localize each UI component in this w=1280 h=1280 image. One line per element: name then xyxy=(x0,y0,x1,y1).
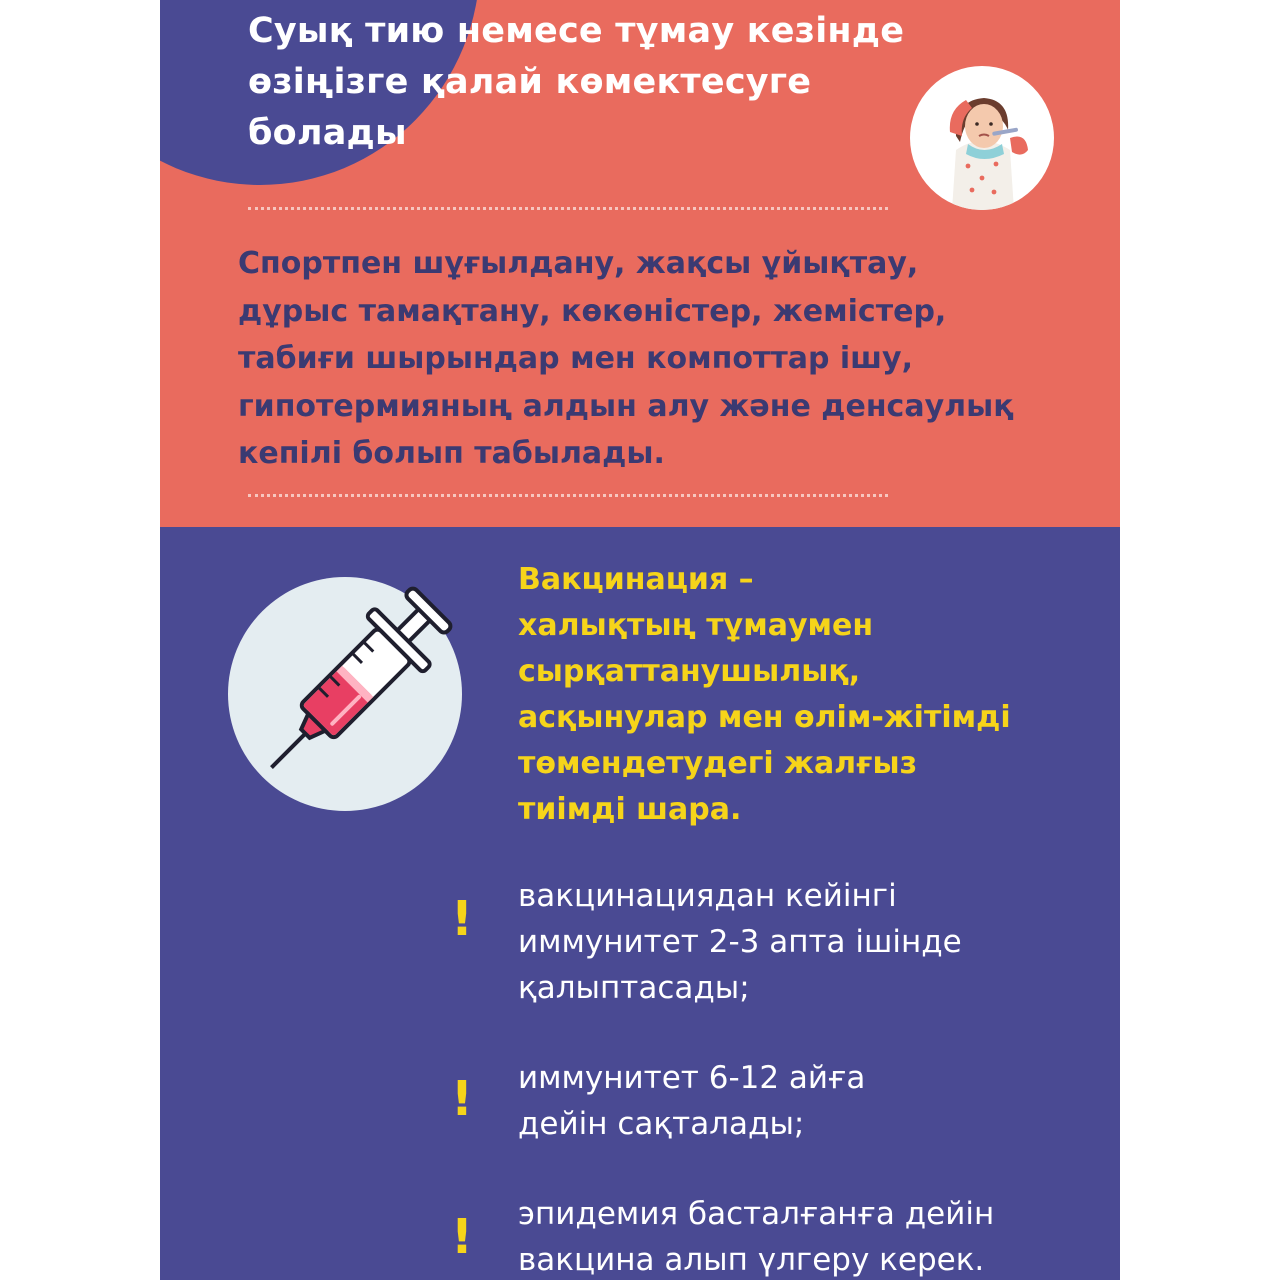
text-line: сырқаттанушылық, xyxy=(518,654,861,689)
text-line: иммунитет 6-12 айға xyxy=(518,1060,866,1096)
text-line: кепілі болып табылады. xyxy=(238,436,665,471)
text-line: тиімді шара. xyxy=(518,792,742,827)
sick-girl-icon xyxy=(910,66,1054,210)
dotted-divider xyxy=(248,207,888,210)
text-line: қалыптасады; xyxy=(518,970,750,1006)
page-title xyxy=(248,6,904,159)
text-line: вакцина алып үлгеру керек. xyxy=(518,1242,985,1278)
bottom-section xyxy=(160,527,1120,1280)
syringe-icon xyxy=(228,577,462,811)
exclamation-icon: ! xyxy=(451,891,473,947)
text-line: гипотермияның алдын алу және денсаулық xyxy=(238,388,1014,424)
exclamation-icon: ! xyxy=(451,1209,473,1265)
prevention-text xyxy=(238,240,1098,478)
text-line: Спортпен шұғылдану, жақсы ұйықтау, xyxy=(238,246,919,281)
top-section xyxy=(160,0,1120,527)
text-line: иммунитет 2-3 апта ішінде xyxy=(518,924,962,960)
text-line: халықтың тұмаумен xyxy=(518,608,874,643)
text-line: дұрыс тамақтану, көкөністер, жемістер, xyxy=(238,293,947,329)
note-immunity-forms xyxy=(518,873,1078,1011)
text-line: Вакцинация – xyxy=(518,562,754,597)
text-line: вакцинациядан кейінгі xyxy=(518,878,897,914)
text-line: дейін сақталады; xyxy=(518,1106,805,1142)
title-line: болады xyxy=(248,113,407,153)
exclamation-icon: ! xyxy=(451,1071,473,1127)
text-line: эпидемия басталғанға дейін xyxy=(518,1196,995,1232)
text-line: төмендетудегі жалғыз xyxy=(518,746,918,781)
note-immunity-duration xyxy=(518,1055,1078,1147)
dotted-divider xyxy=(248,494,888,497)
title-line: өзіңізге қалай көмектесуге xyxy=(248,62,812,102)
vaccination-statement xyxy=(518,557,1098,833)
text-line: табиғи шырындар мен компоттар ішу, xyxy=(238,341,913,376)
note-vaccinate-early xyxy=(518,1191,1078,1280)
text-line: асқынулар мен өлім-жітімді xyxy=(518,700,1011,735)
title-line: Суық тию немесе тұмау кезінде xyxy=(248,11,905,51)
infographic-poster xyxy=(160,0,1120,1280)
